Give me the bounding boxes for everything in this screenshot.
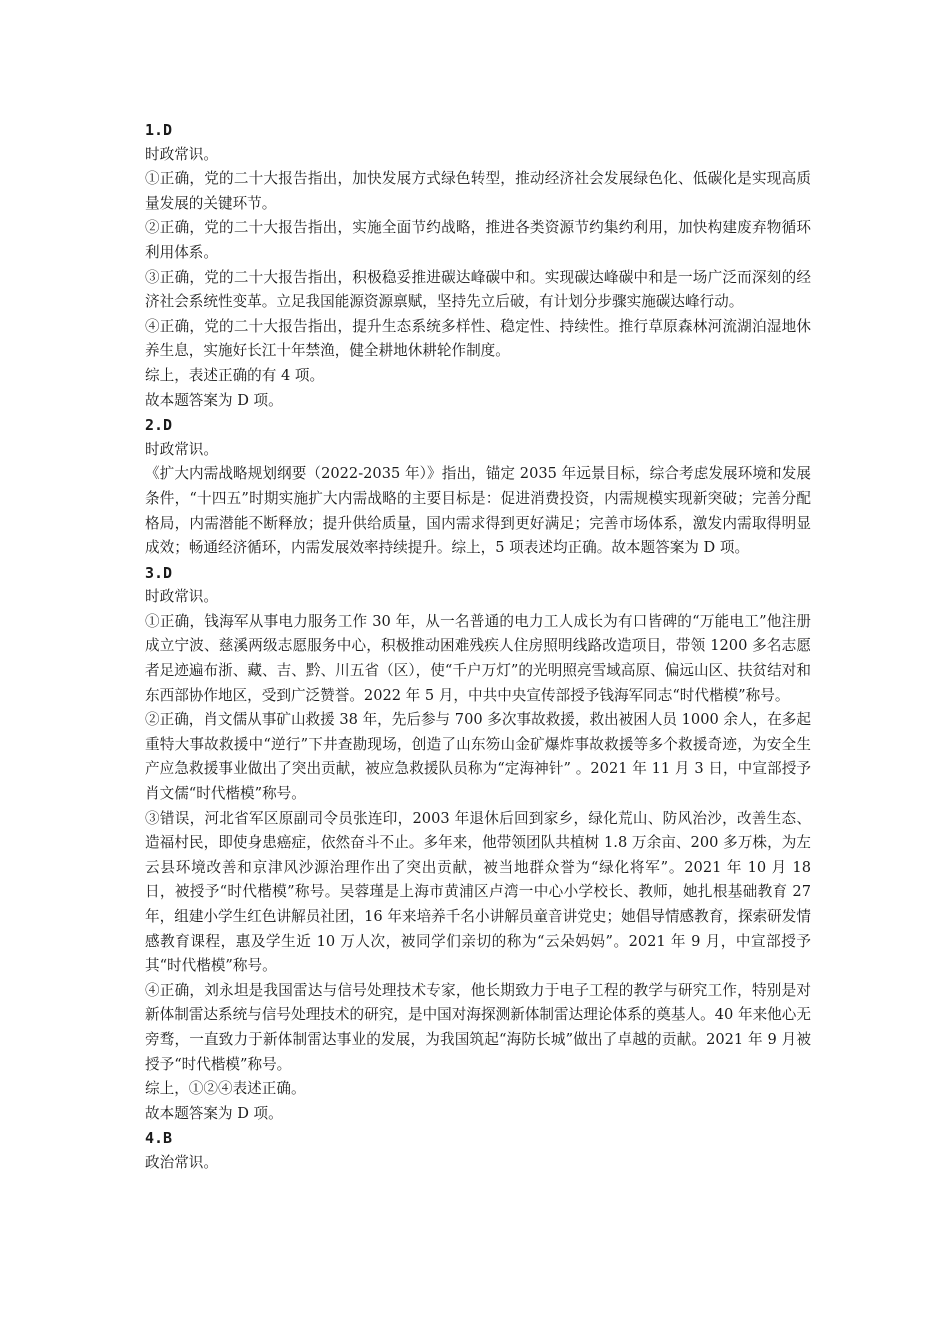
question-block [145,413,811,561]
answer-line: 故本题答案为 D 项。 [145,391,283,409]
explanation-paragraph: ②正确，党的二十大报告指出，实施全面节约战略，推进各类资源节约集约利用，加快构建废弃物循环利用体系。 [145,219,811,261]
question-number: 4.B [145,1129,173,1148]
question-category: 时政常识。 [145,440,218,458]
question-number: 3.D [145,563,173,582]
question-number: 1.D [145,121,173,139]
question-number: 2.D [145,416,173,435]
explanation-paragraph: 《扩大内需战略规划纲要（2022-2035 年）》指出，锚定 2035 年远景目标，综合考虑发展环境和发展条件，“十四五”时期实施扩大内需战略的主要目标是：促进消费投资，内需规模实现新突破；完善分配格局，内需潜能不断释放；提升供给质量，国内需求得到更好满足；完善市场体系，激发内需取得明显成效；畅通经济循环，内需发展效率持续提升。综上，5 项表述均正确。故本题答案为 D 项。 [145,465,811,557]
question-block [145,118,811,413]
question-block [145,561,811,1127]
question-block [145,1126,811,1175]
answer-line: 故本题答案为 D 项。 [145,1104,283,1122]
explanation-paragraph: ①正确，党的二十大报告指出，加快发展方式绿色转型，推动经济社会发展绿色化、低碳化是实现高质量发展的关键环节。 [145,170,811,212]
answer-document [145,118,811,1176]
summary-line: 综上，表述正确的有 4 项。 [145,366,325,384]
question-category: 时政常识。 [145,588,218,606]
question-category: 时政常识。 [145,145,218,163]
explanation-paragraph: ②正确，肖文儒从事矿山救援 38 年，先后参与 700 多次事故救援，救出被困人员 1000 余人，在多起重特大事故救援中“逆行”下井查勘现场，创造了山东笏山金矿爆炸事故救援等多个救援奇迹，为安全生产应急救援事业做出了突出贡献，被应急救援队员称为“定海神针” 。2021 年 11 月 3 日，中宣部授予肖文儒“时代楷模”称号。 [145,711,811,803]
explanation-paragraph: ④正确，党的二十大报告指出，提升生态系统多样性、稳定性、持续性。推行草原森林河流湖泊湿地休养生息，实施好长江十年禁渔，健全耕地休耕轮作制度。 [145,317,811,360]
explanation-paragraph: ③错误，河北省军区原副司令员张连印，2003 年退休后回到家乡，绿化荒山、防风治沙，改善生态、造福村民，即使身患癌症，依然奋斗不止。多年来，他带领团队共植树 1.8 万余亩、200 多万株，为左云县环境改善和京津风沙源治理作出了突出贡献，被当地群众誉为“绿化将军”。2021 年 10 月 18 日，被授予“时代楷模”称号。吴蓉瑾是上海市黄浦区卢湾一中心小学校长、教师，她扎根基础教育 27 年，组建小学生红色讲解员社团，16 年来培养千名小讲解员童音讲党史；她倡导情感教育，探索研发情感教育课程，惠及学生近 10 万人次，被同学们亲切的称为“云朵妈妈”。2021 年 9 月，中宣部授予其“时代楷模”称号。 [145,809,811,975]
explanation-paragraph: ①正确，钱海军从事电力服务工作 30 年，从一名普通的电力工人成长为有口皆碑的“万能电工”他注册成立宁波、慈溪两级志愿服务中心，积极推动困难残疾人住房照明线路改造项目，带领 1200 多名志愿者足迹遍布浙、藏、吉、黔、川五省（区），使“千户万灯”的光明照亮雪域高原、偏远山区、扶贫结对和东西部协作地区，受到广泛赞誉。2022 年 5 月，中共中央宣传部授予钱海军同志“时代楷模”称号。 [145,612,811,704]
question-category: 政治常识。 [145,1153,218,1171]
summary-line: 综上，①②④表述正确。 [145,1080,306,1098]
explanation-paragraph: ④正确，刘永坦是我国雷达与信号处理技术专家，他长期致力于电子工程的教学与研究工作，特别是对新体制雷达系统与信号处理技术的研究，是中国对海探测新体制雷达理论体系的奠基人。40 年来他心无旁骛，一直致力于新体制雷达事业的发展，为我国筑起“海防长城”做出了卓越的贡献。2021 年 9 月被授予“时代楷模”称号。 [145,981,811,1073]
explanation-paragraph: ③正确，党的二十大报告指出，积极稳妥推进碳达峰碳中和。实现碳达峰碳中和是一场广泛而深刻的经济社会系统性变革。立足我国能源资源禀赋，坚持先立后破，有计划分步骤实施碳达峰行动。 [145,268,811,311]
